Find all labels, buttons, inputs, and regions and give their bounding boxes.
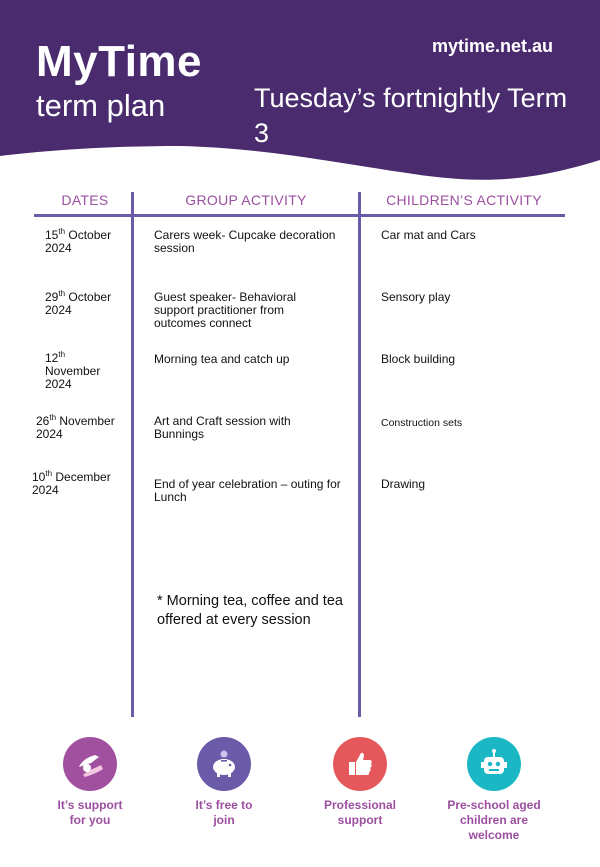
column-divider-1 bbox=[131, 192, 134, 717]
feature-label-line2: children are welcome bbox=[459, 813, 529, 842]
table-row-children-activity: Construction sets bbox=[381, 417, 463, 429]
thumbs-up-icon bbox=[333, 737, 387, 791]
table-row-children-activity: Block building bbox=[381, 352, 456, 366]
table-row-children-activity: Sensory play bbox=[381, 290, 451, 304]
session-note: * Morning tea, coffee and tea offered at every session bbox=[157, 593, 343, 628]
feature-label-line2: for you bbox=[69, 813, 111, 827]
column-divider-2 bbox=[358, 192, 361, 717]
table-row-date: 26th November 2024 bbox=[36, 413, 115, 441]
column-header-childrens-activity: CHILDREN’S ACTIVITY bbox=[386, 192, 542, 208]
table-row-group-activity: Carers week- Cupcake decoration session bbox=[154, 228, 336, 255]
feature-label-line2: join bbox=[213, 813, 235, 827]
feature-free bbox=[164, 737, 284, 828]
feature-support bbox=[30, 737, 150, 828]
feature-label-line2: support bbox=[337, 813, 383, 827]
robot-icon bbox=[467, 737, 521, 791]
table-row-date: 29th October 2024 bbox=[45, 289, 112, 317]
brand-title: MyTime bbox=[36, 37, 203, 86]
column-header-group-activity: GROUP ACTIVITY bbox=[185, 192, 307, 208]
header-banner bbox=[0, 0, 600, 190]
feature-label-line1: Pre-school aged bbox=[447, 798, 541, 812]
table-row-children-activity: Car mat and Cars bbox=[381, 228, 476, 242]
helping-hands-icon bbox=[63, 737, 117, 791]
table-row-group-activity: End of year celebration – outing for Lunch bbox=[154, 477, 341, 504]
feature-label-line1: It’s support bbox=[57, 798, 123, 812]
feature-label-line1: Professional bbox=[323, 798, 397, 812]
table-row-group-activity: Art and Craft session with Bunnings bbox=[154, 414, 291, 441]
table-row-children-activity: Drawing bbox=[381, 477, 426, 491]
piggy-bank-icon bbox=[197, 737, 251, 791]
feature-label-line1: It’s free to bbox=[195, 798, 253, 812]
feature-professional bbox=[300, 737, 420, 828]
feature-preschool bbox=[434, 737, 554, 843]
header-divider bbox=[34, 214, 565, 217]
brand-subtitle: term plan bbox=[36, 88, 166, 123]
column-header-dates: DATES bbox=[61, 192, 109, 208]
table-row-group-activity: Guest speaker- Behavioral support practitioner from outcomes connect bbox=[154, 290, 297, 330]
table-row-group-activity: Morning tea and catch up bbox=[154, 352, 290, 366]
plan-title: Tuesday’s fortnightly Term 3 bbox=[254, 83, 568, 148]
table-row-date: 15th October 2024 bbox=[45, 227, 112, 255]
table-row-date: 10th December 2024 bbox=[32, 469, 111, 497]
site-url: mytime.net.au bbox=[432, 36, 554, 56]
table-row-date: 12th November 2024 bbox=[45, 350, 101, 391]
